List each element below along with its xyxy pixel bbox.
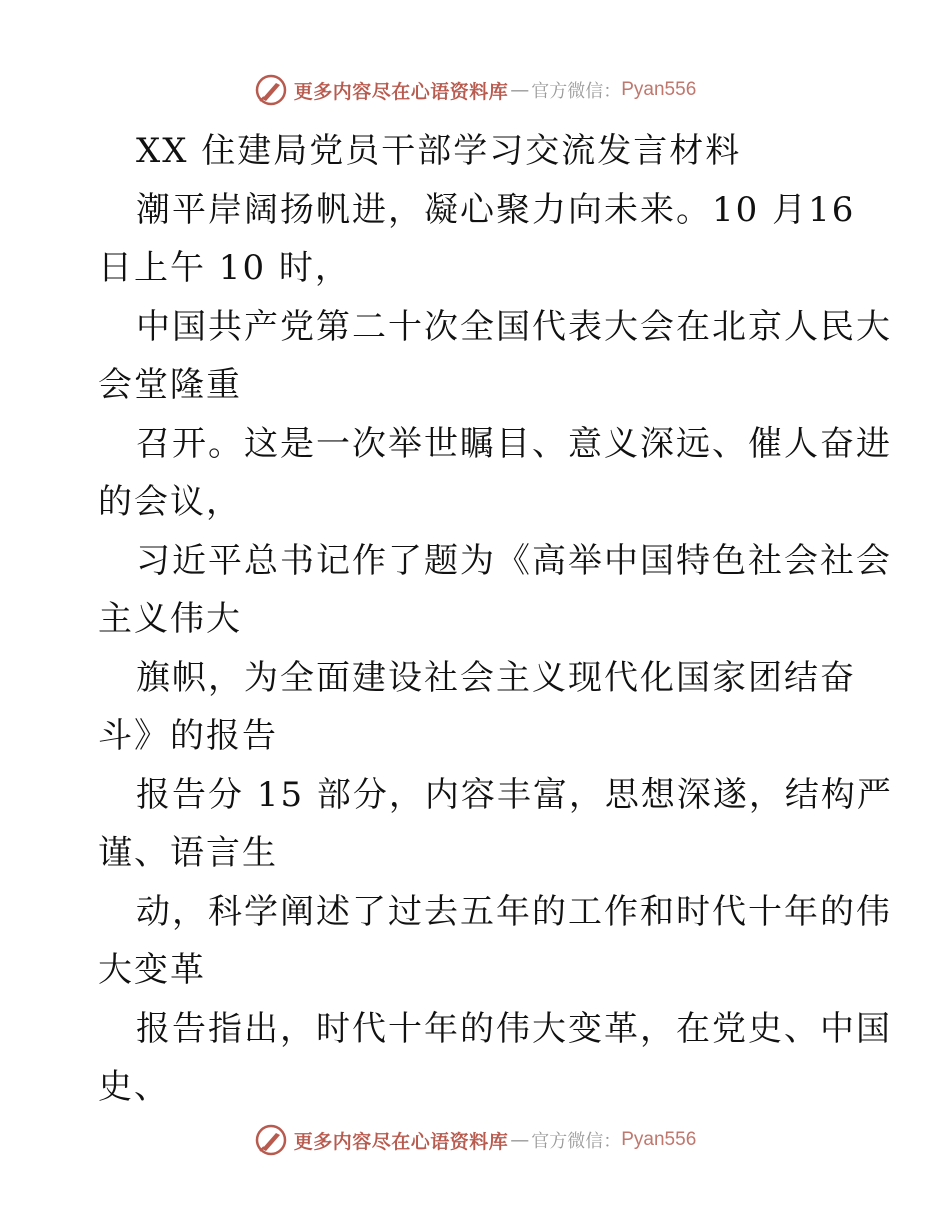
text-line: 史、 <box>98 1067 170 1107</box>
pen-logo-icon <box>254 1123 288 1157</box>
text-line: 主义伟大 <box>98 599 242 639</box>
text-line: 潮平岸阔扬帆进，凝心聚力向未来。10 月16 <box>136 189 856 230</box>
text-line: 会堂隆重 <box>98 365 242 405</box>
watermark-official-label: 官方微信： <box>531 81 622 102</box>
watermark-official-label: 官方微信： <box>531 1131 622 1152</box>
text-line: 日上午 10 时， <box>98 248 351 288</box>
text-line: 报告分 15 部分，内容丰富，思想深遂，结构严 <box>136 774 893 815</box>
watermark-site-text: 更多内容尽在心语资料库 <box>293 1130 509 1153</box>
text-line: 动，科学阐述了过去五年的工作和时代十年的伟 <box>136 891 892 932</box>
document-body <box>98 122 893 1117</box>
header-watermark <box>0 70 950 110</box>
watermark-dash: — <box>510 1129 530 1151</box>
footer-watermark <box>0 1120 950 1160</box>
text-line: 大变革 <box>98 950 206 990</box>
text-line: 习近平总书记作了题为《高举中国特色社会社会 <box>136 540 892 581</box>
text-line: 谨、语言生 <box>98 833 278 873</box>
text-line: 报告指出，时代十年的伟大变革，在党史、中国 <box>136 1008 892 1049</box>
document-title: XX 住建局党员干部学习交流发言材料 <box>136 131 742 171</box>
watermark-dash: — <box>510 79 530 101</box>
text-line: 的会议， <box>98 482 242 522</box>
text-line: 中国共产党第二十次全国代表大会在北京人民大 <box>136 306 892 347</box>
watermark-wechat-id: Pyan556 <box>621 1129 697 1150</box>
watermark-site-text: 更多内容尽在心语资料库 <box>293 80 509 103</box>
text-line: 斗》的报告 <box>98 716 278 756</box>
text-line: 召开。这是一次举世瞩目、意义深远、催人奋进 <box>136 423 892 464</box>
pen-logo-icon <box>254 73 288 107</box>
watermark-wechat-id: Pyan556 <box>621 79 697 100</box>
text-line: 旗帜，为全面建设社会主义现代化国家团结奋 <box>136 657 856 698</box>
